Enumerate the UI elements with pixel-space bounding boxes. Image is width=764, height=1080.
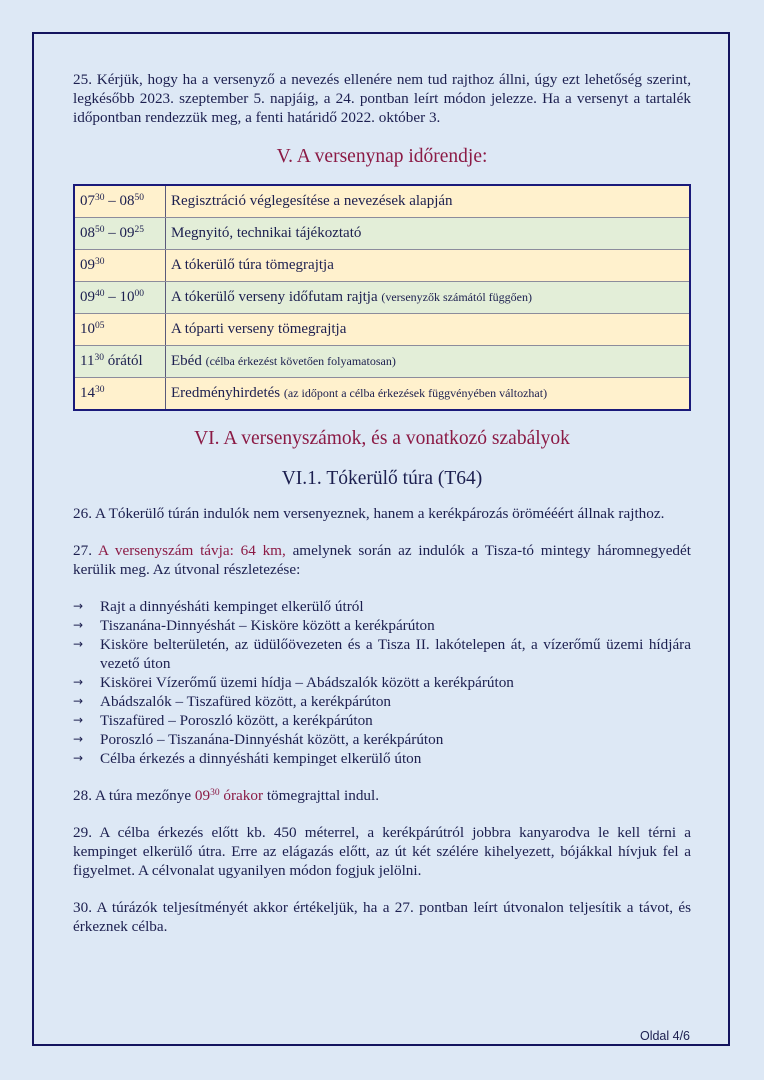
paragraph-29: 29. A célba érkezés előtt kb. 450 méterrel, a kerékpárútról jobbra kanyarodva le kell térni a kempinget elkerülő útra. Erre az elágazás előtt, az út két szélére kihelyezett, bójákkal hívjuk fel a figyelmet. A célvonalat ugyanilyen módon fogjuk jelölni. [73,824,691,879]
schedule-time: $08^{50} - 09^{25}$ [74,218,166,250]
paragraph-30: 30. A túrázók teljesítményét akkor értékeljük, ha a 27. pontban leírt útvonalon teljesítik a távot, és érkeznek célba. [73,899,691,935]
schedule-event: Regisztráció véglegesítése a nevezések alapján [166,185,691,218]
start-time-highlight: $09^{30}$ órakor [194,787,264,804]
schedule-note: (az időpont a célba érkezések függvényében változhat) [283,386,548,400]
schedule-event: Ebéd (célba érkezést követően folyamatosan) [166,346,691,378]
schedule-time: $10^{05}$ [74,314,166,346]
schedule-event: Eredményhirdetés (az időpont a célba érkezések függvényében változhat) [166,378,691,411]
paragraph-27: 27. A versenyszám távja: 64 km, amelynek során az indulók a Tisza-tó mintegy háromnegyedét kerülik meg. Az útvonal részletezése: [73,542,691,578]
schedule-row [74,282,690,314]
arrow-right-icon: → [73,713,84,727]
route-item: → Célba érkezés a dinnyésháti kempinget elkerülő úton [73,750,422,767]
schedule-event: A tókerülő verseny időfutam rajtja (versenyzők számától függően) [166,282,691,314]
section-vi1-title: VI.1. Tókerülő túra (T64) [281,468,483,489]
route-item: → Poroszló – Tiszanána-Dinnyéshát között, a kerékpárúton [73,731,444,748]
arrow-right-icon: → [73,618,84,632]
schedule-event: A tóparti verseny tömegrajtja [166,314,691,346]
schedule-row [74,314,690,346]
schedule-time: $09^{40} - 10^{00}$ [74,282,166,314]
paragraph-25: 25. Kérjük, hogy ha a versenyző a nevezés ellenére nem tud rajthoz állni, úgy ezt lehetőség szerint, legkésőbb 2023. szeptember 5. napjáig, a 24. pontban leírt módon jelezze. Ha a versenyt a tartalék időpontban rendezzük meg, a fenti határidő 2022. október 3. [73,71,691,126]
route-list [73,597,691,768]
arrow-right-icon: → [73,675,84,689]
arrow-right-icon: → [73,751,84,765]
schedule-row [74,185,690,218]
arrow-right-icon: → [73,599,84,613]
schedule-table [73,184,691,411]
schedule-note: (versenyzők számától függően) [381,290,532,304]
schedule-note: (célba érkezést követően folyamatosan) [205,354,396,368]
section-vi-title: VI. A versenyszámok, és a vonatkozó szabályok [194,428,570,449]
schedule-row [74,250,690,282]
arrow-right-icon: → [73,732,84,746]
route-item: → Rajt a dinnyésháti kempinget elkerülő útról [73,598,364,615]
schedule-time: $11^{30}$ órától [74,346,166,378]
distance-highlight: A versenyszám távja: 64 km, [97,542,286,559]
section-v-title: V. A versenynap időrendje: [276,146,488,167]
route-item: → Tiszafüred – Poroszló között, a kerékpárúton [73,712,373,729]
schedule-row [74,378,690,411]
schedule-row [74,346,690,378]
route-item: → Kiskörei Vízerőmű üzemi hídja – Abádszalók között a kerékpárúton [73,674,514,691]
schedule-event: A tókerülő túra tömegrajtja [166,250,691,282]
arrow-right-icon: → [73,694,84,708]
schedule-row [74,218,690,250]
paragraph-26: 26. A Tókerülő túrán indulók nem versenyeznek, hanem a kerékpározás örömééért állnak rajthoz. [73,505,665,522]
route-item: → Kisköre belterületén, az üdülőövezeten és a Tisza II. lakótelepen át, a vízerőmű üzemi hídjára vezető úton [73,636,691,672]
schedule-time: $14^{30}$ [74,378,166,411]
document-content [73,70,691,936]
schedule-time: $09^{30}$ [74,250,166,282]
route-item: → Tiszanána-Dinnyéshát – Kisköre között a kerékpárúton [73,617,435,634]
schedule-time: $07^{30} - 08^{50}$ [74,185,166,218]
schedule-event: Megnyitó, technikai tájékoztató [166,218,691,250]
arrow-right-icon: → [73,637,84,651]
page-number: Oldal 4/6 [639,1029,690,1043]
paragraph-28: 28. A túra mezőnye $09^{30}$ órakor tömegrajttal indul. [73,787,380,804]
route-item: → Abádszalók – Tiszafüred között, a kerékpárúton [73,693,392,710]
